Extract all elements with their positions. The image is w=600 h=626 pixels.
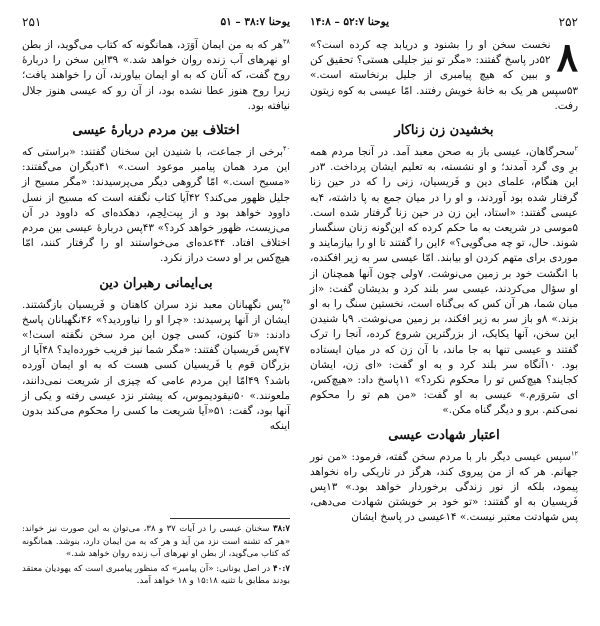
footnotes xyxy=(22,518,290,590)
footnote-text: در اصل یونانی: «آن پیامبر» که منظور پیامبری است که یهودیان معتقد بودند مطابق با تثنیه ۱۵:۱۸ و ۱۸ خواهد آمد. xyxy=(22,563,290,587)
opening-text: هر که به من ایمان آوَرَد، همانگونه که کتاب می‌گوید، از بطن او نهرهای آب زنده روان خواهد شد.» ۳۹این سخن را دربارهٔ روح گفت، که آنان که به او ایمان بیاورند، آن را خواهند یافت؛ زیرا روح هنوز عطا نشده بود، از آن رو که عیسی هنوز جلال نیافته بود. xyxy=(22,39,290,112)
verse-number: ۲ xyxy=(574,144,578,153)
chapter-number: ۸ xyxy=(556,34,578,81)
page-252 xyxy=(300,0,600,626)
footnote-text: سخنان عیسی را در آیات ۳۷ و ۳۸، می‌توان به این صورت نیز خواند: «هر که تشنه است نزد من آید و هر که به من ایمان دارد، بنوشد. همانگونه که کتاب می‌گوید، از بطن او نهرهای آب زنده روان خواهد شد.» xyxy=(22,524,290,560)
section-text: برخی از جماعت، با شنیدن این سخنان گفتند: «براستی که این مرد همان پیامبر موعود است.» ۴۱دیگران می‌گفتند: «مسیح است.» امّا گروهی دیگر می‌پرسیدند: «مگر مسیح از جلیل ظهور می‌کند؟ ۴۲آیا کتاب نگفته است که مسیح از نسل داوود خواهد بود و از بِیت‌لِحِم، دهکده‌ای که داوود در آن می‌زیست، ظهور خواهد کرد؟» ۴۳پس دربارهٔ عیسی بین مردم اختلاف افتاد. ۴۴عده‌ای می‌خواستند او را گرفتار کنند، امّا هیچ‌کس بر او دست دراز نکرد. xyxy=(22,146,290,265)
footnote-ref: ۴۰:۷ xyxy=(272,563,291,574)
page-number: ۲۵۱ xyxy=(22,15,42,29)
section-paragraph xyxy=(22,145,290,267)
section-text: سحرگاهان، عیسی باز به صحن معبد آمد. در آنجا مردم همه برِ وی گرد آمدند؛ و او نشسته، به تعلیم ایشان پرداخت. ۳در این هنگام، علمای دین و فَریسیان، زنی را که در حین زنا گرفتار شده بود آوردند، و او را در میان جمع به پا داشته، ۴به عیسی گفتند: «استاد، این زن در حین زنا گرفتار شده است. ۵موسی در شریعت به ما حکم کرده که این‌گونه زنان سنگسار شوند. حال، تو چه می‌گویی؟» ۶این را گفتند تا او را بیازمایند و موردی برای متهم کردن او بیابند. امّا عیسی سر به زیر افکنده، با انگشت خود بر زمین می‌نوشت. ۷ولی چون آنها همچنان از او سؤال می‌کردند، عیسی سر بلند کرد و بدیشان گفت: «از میان شما، هر آن کس که بی‌گناه است، نخستین سنگ را به او بزند.» ۸و باز سر به زیر افکند، بر زمین می‌نوشت. ۹با شنیدن این سخن، آنها یکایک، از بزرگترین شروع کرده، آنجا را ترک گفتند و عیسی تنها به جا ماند، با آن زن که در میان ایستاده بود. ۱۰آنگاه سر بلند کرد و به او گفت: «ای زن، ایشان کجایند؟ هیچ‌کس تو را محکوم نکرد؟» ۱۱پاسخ داد: «هیچ‌کس، ای سَروَرم.» عیسی به او گفت: «من هم تو را محکوم نمی‌کنم. برو و دیگر گناه مکن.» xyxy=(310,146,579,417)
section-paragraph xyxy=(22,298,290,435)
running-head-left xyxy=(22,14,290,30)
section-paragraph xyxy=(310,145,578,419)
section-text: سپس عیسی دیگر بار با مردم سخن گفته، فرمود: «من نور جهانم. هر که از من پیروی کند، هرگز در تاریکی راه نخواهد پیمود، بلکه از نور زندگی برخوردار خواهد بود.» ۱۳پس فَریسیان به او گفتند: «تو خود بر خویشتن شهادت می‌دهی، پس شهادتت معتبر نیست.» ۱۴عیسی در پاسخ ایشان xyxy=(310,450,578,524)
section-heading: اختلاف بین مردم دربارهٔ عیسی xyxy=(72,123,240,139)
chapter-opening xyxy=(310,34,578,114)
section-heading: بخشیدن زن زناکار xyxy=(394,123,494,139)
running-head-range: یوحنا ۳۸:۷ – ۵۱ xyxy=(220,16,290,28)
verse-number: ۴۵ xyxy=(283,297,290,306)
running-head-range: یوحنا ۵۲:۷ – ۱۴:۸ xyxy=(310,16,390,28)
opening-paragraph xyxy=(310,34,578,114)
verse-number: ۳۸ xyxy=(283,37,290,46)
footnote xyxy=(22,523,290,561)
footnote xyxy=(22,563,290,588)
opening-text: نخست سخن او را بشنود و دریابد چه کرده است؟» ۵۲در پاسخ گفتند: «مگر تو نیز جلیلی هستی؟ تحقیق کن و ببین که هیچ پیامبری از جلیل برنخاسته است.» ۵۳سپس هر یک به خانهٔ خویش رفتند. امّا عیسی به کوه زیتون رفت. xyxy=(310,39,578,112)
section-heading: اعتبار شهادت عیسی xyxy=(388,427,500,443)
footnote-ref: ۳۸:۷ xyxy=(272,524,291,534)
section-paragraph xyxy=(310,450,578,526)
section-heading: بی‌ایمانی رهبران دین xyxy=(99,275,213,291)
footnote-divider xyxy=(170,518,290,519)
verse-number: ۱۲ xyxy=(571,449,578,458)
running-head-right xyxy=(310,14,578,30)
page-number: ۲۵۲ xyxy=(558,15,578,29)
verse-number: ۴۰ xyxy=(283,144,290,153)
section-text: پس نگهبانان معبد نزد سران کاهنان و فَریسیان بازگشتند. ایشان از آنها پرسیدند: «چرا او را نیاوردید؟» ۴۶نگهبانان پاسخ دادند: «تا کنون، کسی چون این مرد سخن نگفته است!» ۴۷پس فَریسیان گفتند: «مگر شما نیز فریب خورده‌اید؟ ۴۸آیا از بزرگان قوم یا فَریسیان کسی هست که به او ایمان آورده باشد؟ ۴۹امّا این مردم عامی که چیزی از شریعت نمی‌دانند، ملعونند.» ۵۰نیقودیموس، که پیشتر نزد عیسی رفته و یکی از آنها بود، گفت: ۵۱«آیا شریعت ما کسی را محکوم می‌کند بدون اینکه xyxy=(22,298,290,433)
opening-paragraph xyxy=(22,38,290,114)
